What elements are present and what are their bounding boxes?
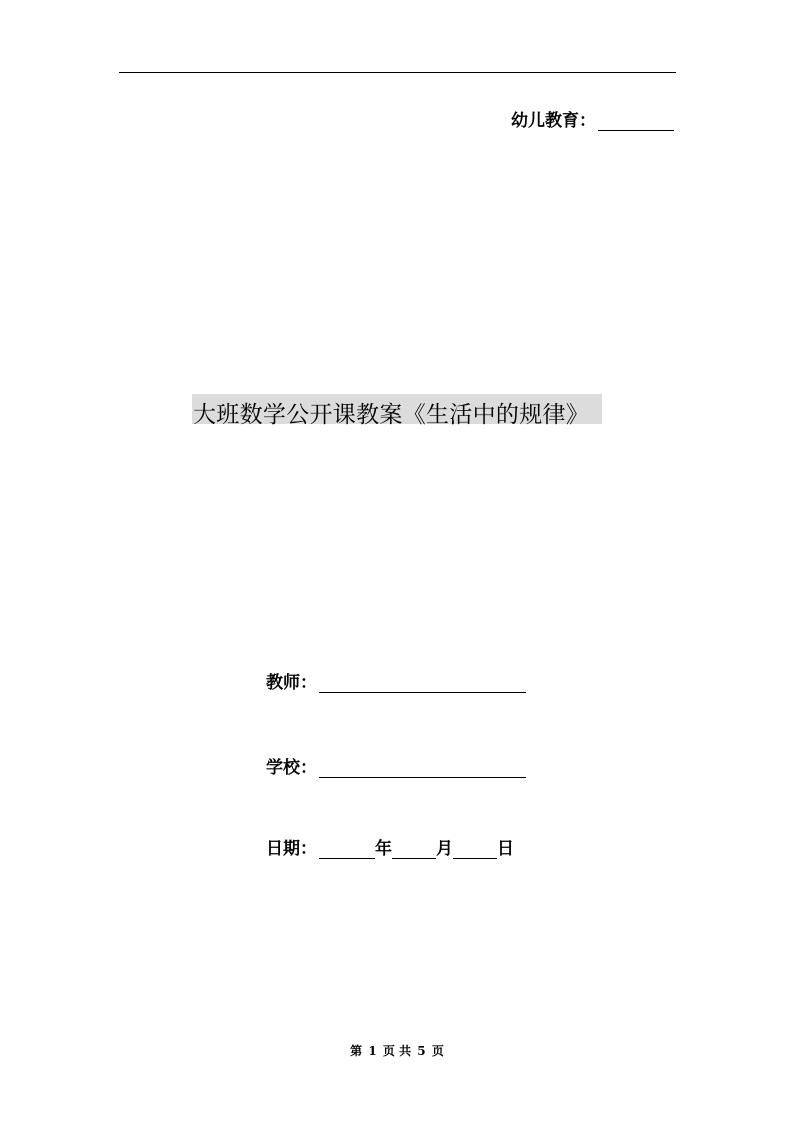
page-mid: 页 共 — [382, 1044, 412, 1058]
page-current: 1 — [368, 1044, 377, 1058]
category-line — [511, 106, 674, 131]
date-field — [266, 834, 514, 859]
school-label: 学校： — [266, 758, 317, 778]
document-title-highlight — [192, 394, 602, 428]
page-number — [0, 1042, 794, 1059]
month-blank[interactable] — [392, 840, 436, 859]
page-suffix: 页 — [431, 1044, 444, 1058]
teacher-blank[interactable] — [319, 674, 526, 693]
page-total: 5 — [417, 1044, 426, 1058]
month-label: 月 — [436, 839, 453, 859]
category-blank[interactable] — [598, 112, 674, 131]
year-label: 年 — [375, 839, 392, 859]
school-blank[interactable] — [319, 759, 526, 778]
header-rule — [119, 72, 676, 73]
teacher-field — [266, 668, 526, 693]
teacher-label: 教师： — [266, 673, 317, 693]
year-blank[interactable] — [319, 840, 375, 859]
page-prefix: 第 — [350, 1044, 363, 1058]
school-field — [266, 753, 526, 778]
category-label: 幼儿教育： — [511, 111, 596, 131]
document-title: 大班数学公开课教案《生活中的规律》 — [193, 402, 590, 428]
day-blank[interactable] — [453, 840, 497, 859]
date-label: 日期： — [266, 839, 317, 859]
day-label: 日 — [497, 839, 514, 859]
